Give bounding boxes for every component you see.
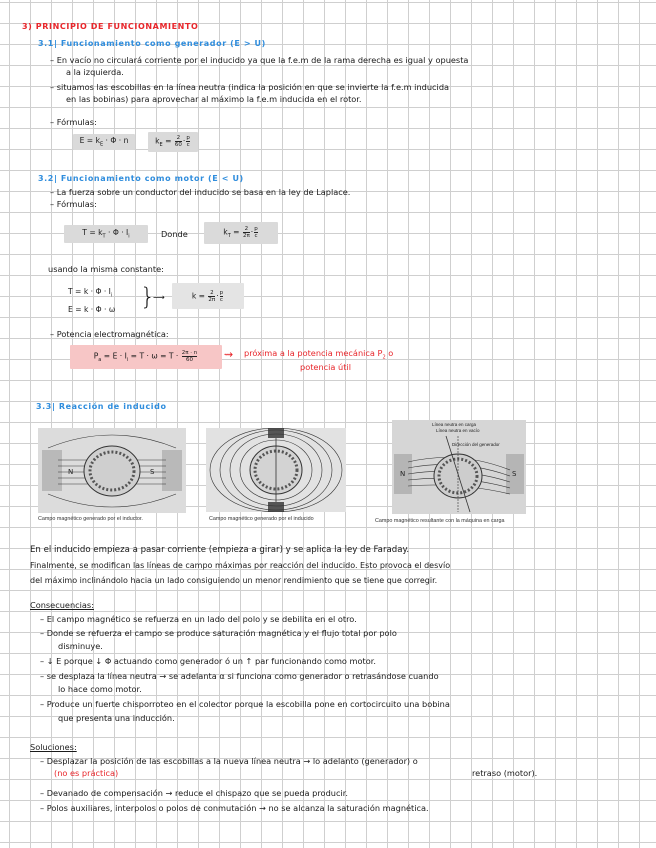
arrow-right: ⟶ [153,292,165,302]
brace: } [140,283,156,311]
bullet-3-1-2a: – situamos las escobillas en la línea neutra (indica la posición en que se invierte la f.e.m inducida [50,82,450,92]
bullet-3-1-2b: en las bobinas) para aprovechar al máximo la f.e.m inducida en el rotor. [66,94,362,104]
consequences-title: Consecuencias: [30,600,94,610]
power-note-line1: próxima a la potencia mecánica $P_2$ o [244,348,394,361]
formula-kt: $k_T$ = $\frac{2}{2\pi}$ · $\frac{p}{c}$ [223,226,258,240]
solution-1a: – Desplazar la posición de las escobillas a la nueva línea neutra → lo adelanto (generador) o [40,756,418,766]
figure-inductor-field [38,428,186,513]
figure-inductor-field-drawing [38,428,186,513]
figure-1-pole-n: N [68,468,74,476]
eq-emf: E = k · Φ · ω [68,304,116,314]
consequence-1: – El campo magnético se refuerza en un lado del polo y se debilita en el otro. [40,614,357,624]
reaction-paragraph-line1: En el inducido empieza a pasar corriente (empieza a girar) y se aplica la ley de Faraday. [30,545,410,555]
solution-1b: retraso (motor). [472,768,538,778]
reaction-paragraph-line3: del máximo inclinándolo hacia un lado consiguiendo un menor rendimiento que se tiene que corregir. [30,576,438,585]
bullet-3-1-1a: – En vacío no circulará corriente por el inducido ya que la f.e.m de la rama derecha es igual y opuesta [50,55,469,65]
solution-2: – Devanado de compensación → reduce el chispazo que se pueda producir. [40,788,348,798]
formula-ke: $k_E$ = $\frac{2}{60}$ · $\frac{p}{c}$ [155,135,190,149]
figure-3-pole-n: N [400,470,406,478]
bullet-3-2-1: – La fuerza sobre un conductor del inducido se basa en la ley de Laplace. [50,187,351,197]
figure-3-caption: Campo magnético resultante con la máquina en carga [375,518,505,524]
power-formula-box [70,345,222,369]
figure-armature-field-drawing [206,428,346,512]
figure-1-pole-s: S [150,468,155,476]
power-note-arrow: ⇝ [224,348,234,361]
formula-k: k = $\frac{2}{2\pi}$ · $\frac{p}{c}$ [191,289,224,303]
solutions-title: Soluciones: [30,742,77,752]
figure-resultant-field [392,420,526,514]
formula-e: $E = k_E \cdot \Phi \cdot n$ [79,136,129,148]
power-formula: $P_a = E \cdot I_i = T \cdot \omega = T$ · $\frac{2\pi \cdot n}{60}$ [93,350,198,364]
formula-ke-box [148,132,198,152]
formula-t-box [64,225,148,243]
consequence-5a: – Produce un fuerte chisporroteo en el colector porque la escobilla pone en cortocircuito una bobina [40,699,450,709]
formula-t: $T = k_T \cdot \Phi \cdot I_i$ [82,228,130,240]
consequence-2b: disminuye. [58,641,103,651]
consequence-2a: – Donde se refuerza el campo se produce saturación magnética y el flujo total por polo [40,628,397,638]
consequence-4b: lo hace como motor. [58,684,142,694]
eq-torque: $T = k \cdot \Phi \cdot I_i$ [68,287,113,299]
figure-2-caption: Campo magnético generado por el inducido [209,516,314,522]
reaction-paragraph-line2: Finalmente, se modifican las líneas de campo máximas por reacción del inducido. Esto provoca el desvío [30,561,451,570]
formulas-label-3-1: – Fórmulas: [50,117,97,127]
figure-3-label-neutral-noload: Línea neutra en vacío [436,428,480,433]
subsection-3-1-title: 3.1| Funcionamiento como generador (E > U) [38,39,266,48]
consequence-4a: – se desplaza la línea neutra → se adelanta α si funciona como generador o retrasándose cuando [40,671,439,681]
system-equations [68,285,115,316]
figure-1-caption: Campo magnético generado por el inductor. [38,516,143,522]
same-constant-label: usando la misma constante: [48,264,164,274]
consequence-3: – ↓ E porque ↓ Φ actuando como generador ó un ↑ par funcionando como motor. [40,656,376,666]
figure-3-label-neutral-load: Línea neutra en carga [432,422,477,427]
donde-label: Donde [161,229,188,239]
power-label: – Potencia electromagnética: [50,329,169,339]
figure-3-pole-s: S [512,470,517,478]
figure-3-label-generator-dir: Dirección del generador [452,442,500,447]
bullet-3-1-1b: a la izquierda. [66,67,124,77]
formula-kt-box [204,222,278,244]
section-title: 3) PRINCIPIO DE FUNCIONAMIENTO [22,22,199,31]
consequence-5b: que presenta una inducción. [58,713,175,723]
figure-armature-field [206,428,346,512]
formula-k-box [172,283,244,309]
formula-e-box [73,134,135,150]
formulas-label-3-2: – Fórmulas: [50,199,97,209]
subsection-3-2-title: 3.2| Funcionamiento como motor (E < U) [38,174,244,183]
solution-3: – Polos auxiliares, interpolos o polos de conmutación → no se alcanza la saturación magnética. [40,803,429,813]
subsection-3-3-title: 3.3| Reacción de inducido [36,402,167,411]
figure-resultant-field-drawing [392,420,526,514]
solution-1-note: (no es práctica) [54,768,119,778]
power-note-line2: potencia útil [300,362,351,372]
